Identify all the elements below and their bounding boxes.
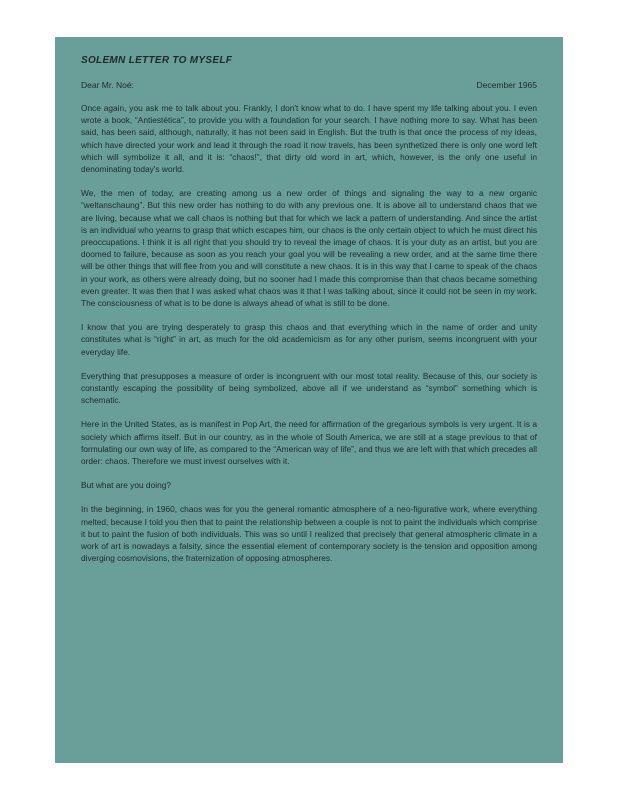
paragraph: We, the men of today, are creating among us a new order of things and signaling the way to a new organic “weltanschaung”. But this new order has nothing to do with any previous one. It is above all to understand chaos that we are living, because what we call chaos is nothing but that for which we lack a pattern of understanding. And since the artist is an individual who yearns to grasp that which escapes him, our chaos is the only certain object to which he must direct his preoccupations. I think it is all right that you should try to reveal the image of chaos. It is your duty as an artist, but you are doomed to failure, because as soon as you reach your goal you will be revealing a new order, and at the same time there will be other things that will flee from you and will constitute a new chaos. It is in this way that I came to speak of the chaos in your work, as others were already doing, but no sooner had I made this compromise than that chaos became something even greater. It was then that I was asked what chaos was it that I was talking about, since it could not be seen in my work. The consciousness of what is to be done is always ahead of what is still to be done. — [81, 188, 537, 309]
paragraph: Everything that presupposes a measure of order is incongruent with our most total reality. Because of this, our society is constantly escaping the possibility of being symbolized, above all if we understand as “symbol” something which is schematic. — [81, 370, 537, 406]
salutation: Dear Mr. Noé: — [81, 80, 134, 90]
letter-title: SOLEMN LETTER TO MYSELF — [81, 55, 233, 66]
paragraph: Here in the United States, as is manifest in Pop Art, the need for affirmation of the gregarious symbols is very urgent. It is a society which affirms itself. But in our country, as in the whole of South America, we are still at a stage previous to that of formulating our own way of life, as compared to the “American way of life”, and thus we are left with that which precedes all order: chaos. Therefore we must invest ourselves with it. — [81, 419, 537, 467]
paragraph: In the beginning, in 1960, chaos was for you the general romantic atmosphere of a neo-figurative work, where everything melted, because I told you then that to paint the relationship between a couple is not to paint the individuals which comprise it but to paint the fusion of both individuals. This was so until I realized that precisely that general atmospheric climate in a work of art is nowadays a falsity, since the essential element of contemporary society is the tension and opposition among diverging cosmovisions, the fraternization of opposing atmospheres. — [81, 504, 537, 564]
letter-page — [55, 37, 563, 763]
letter-date: December 1965 — [476, 80, 537, 90]
paragraph: But what are you doing? — [81, 480, 171, 491]
paragraph: I know that you are trying desperately to grasp this chaos and that everything which in the name of order and unity constitutes what is “right” in art, as much for the old academicism as for any other purism, seems incongruent with your everyday life. — [81, 322, 537, 357]
greeting-row — [81, 80, 537, 90]
paragraph: Once again, you ask me to talk about you. Frankly, I don't know what to do. I have spent my life talking about you. I even wrote a book, “Antiestética”, to provide you with a foundation for your search. I have nothing more to say. What has been said, has been said, although, naturally, it has not been said in English. But the truth is that once the process of my ideas, which have directed your work and lead it through the road it now travels, has been synthetized there is only one word left which will symbolize it all, and it is: “chaos!”, that dirty old word in art, which, however, is the only one useful in denominating today's world. — [81, 103, 537, 175]
